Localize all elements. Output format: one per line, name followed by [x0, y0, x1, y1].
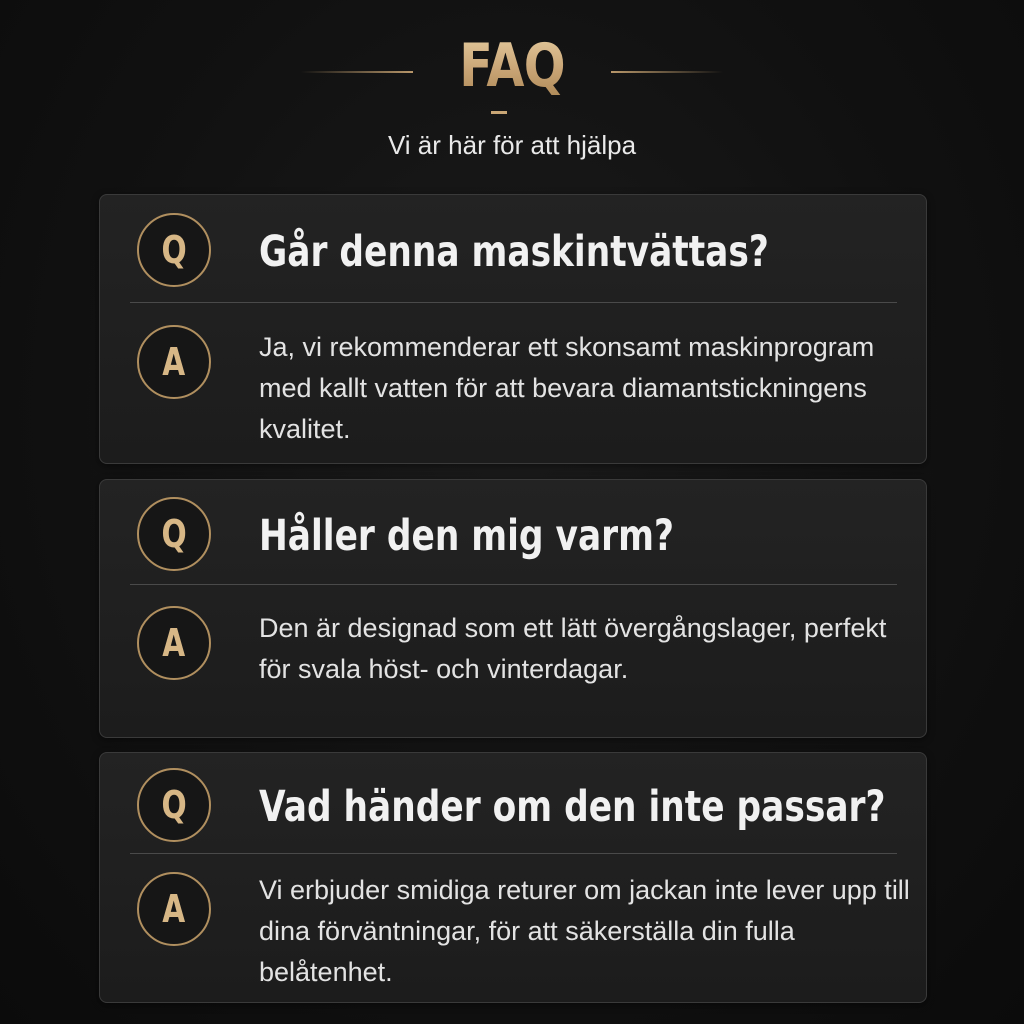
faq-card-3	[99, 752, 927, 1003]
faq-card-1	[99, 194, 927, 464]
faq-question-1: Går denna maskintvättas?	[259, 227, 769, 277]
faq-question-3: Vad händer om den inte passar?	[259, 782, 886, 832]
a-badge-icon: A	[137, 872, 211, 946]
faq-answer-1: Ja, vi rekommenderar ett skonsamt maskinprogram med kallt vatten för att bevara diamantstickningens kvalitet.	[259, 332, 875, 444]
q-badge-icon: Q	[137, 768, 211, 842]
faq-answer-2: Den är designad som ett lätt övergångslager, perfekt för svala höst- och vinterdagar.	[259, 613, 887, 684]
page-title: FAQ	[430, 26, 594, 106]
page-subtitle: Vi är här för att hjälpa	[387, 130, 637, 160]
title-rule-right	[611, 71, 723, 73]
faq-divider-3	[130, 853, 897, 854]
title-underline	[491, 111, 507, 114]
title-rule-left	[301, 71, 413, 73]
faq-question-2: Håller den mig varm?	[259, 511, 674, 561]
faq-divider-1	[130, 302, 897, 303]
faq-divider-2	[130, 584, 897, 585]
a-badge-icon: A	[137, 606, 211, 680]
faq-header	[0, 0, 1024, 190]
a-badge-icon: A	[137, 325, 211, 399]
q-badge-icon: Q	[137, 497, 211, 571]
q-badge-icon: Q	[137, 213, 211, 287]
faq-answer-3: Vi erbjuder smidiga returer om jackan inte lever upp till dina förväntningar, för att säkerställa din fulla belåtenhet.	[259, 875, 910, 987]
faq-card-2	[99, 479, 927, 738]
